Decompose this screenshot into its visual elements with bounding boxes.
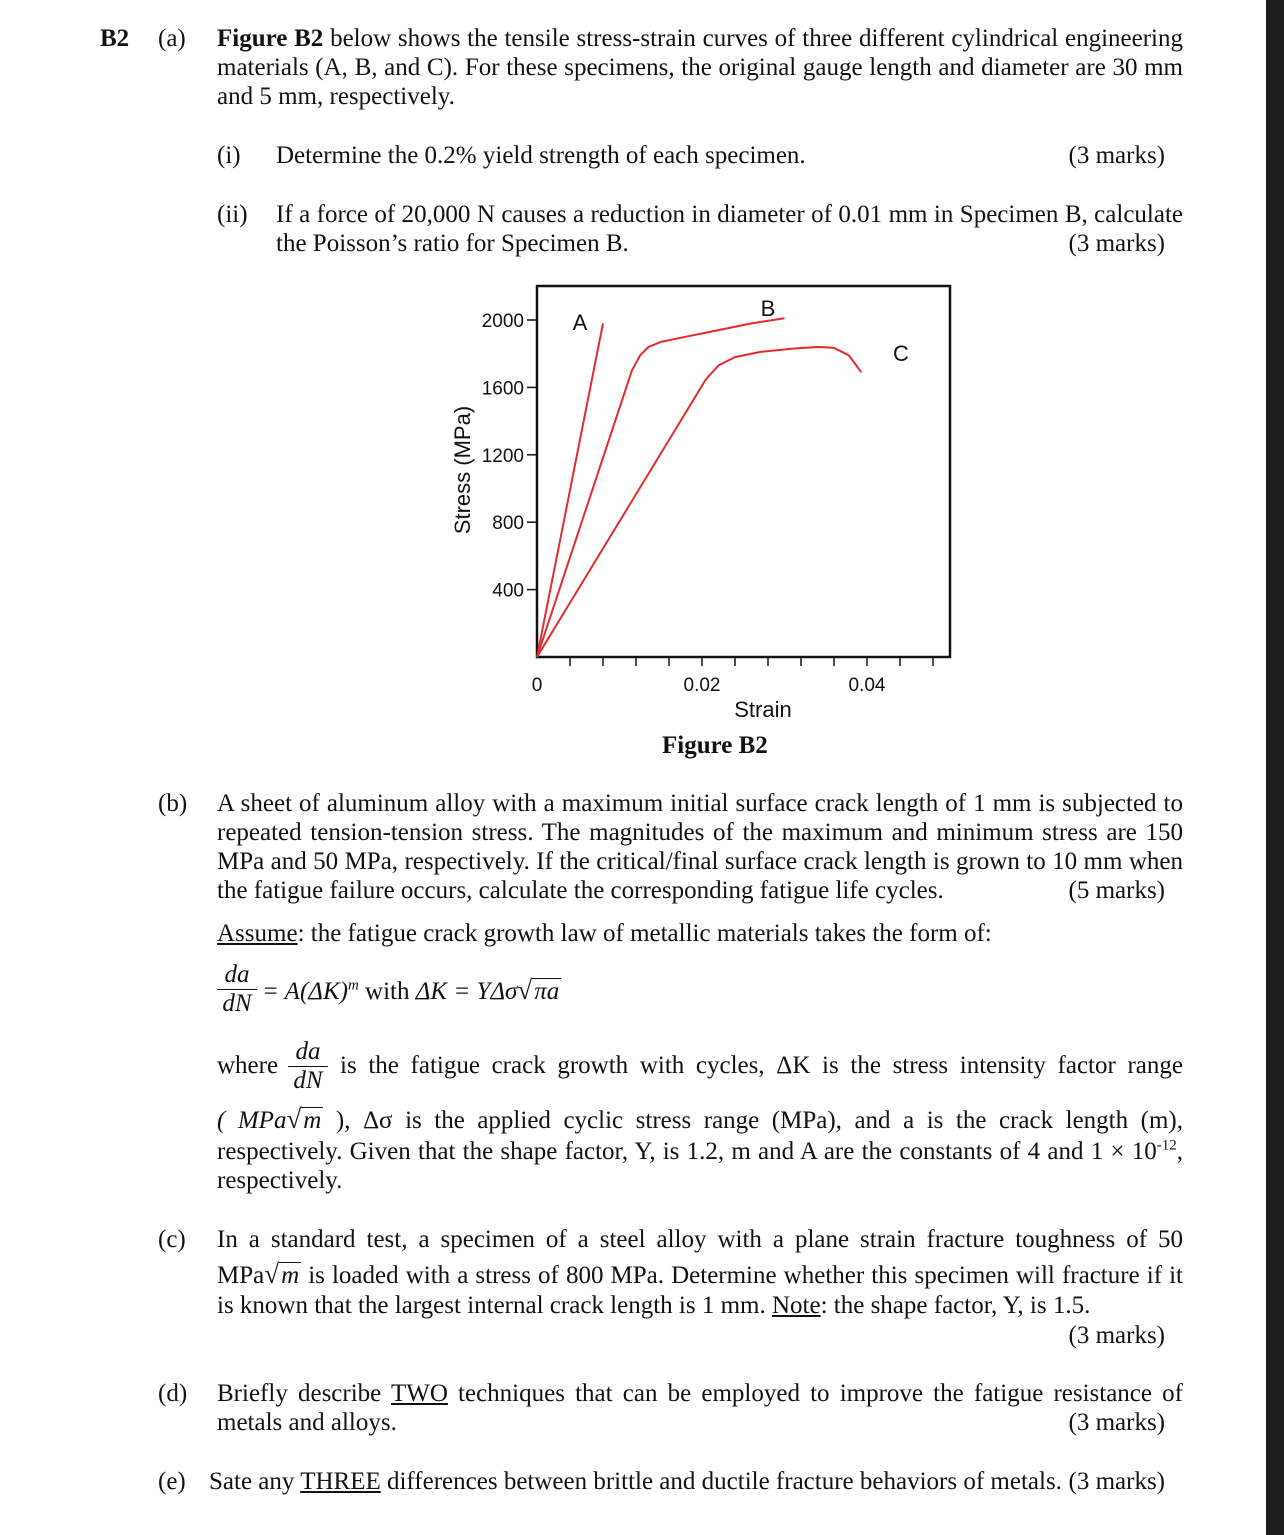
eq-rhs bbox=[262, 976, 561, 1006]
part-a-intro-1: below shows the tensile stress-strain curves of three different cylindrical engineering bbox=[330, 25, 1183, 52]
figure-caption: Figure B2 bbox=[662, 732, 768, 759]
sqrt-icon-unit: √ bbox=[286, 1104, 302, 1134]
series-label-a: A bbox=[572, 310, 588, 335]
part-a-line-1 bbox=[217, 24, 1183, 53]
unit-rest: ), Δσ is the applied cyclic stress range (MPa), and a is the crack length (m), bbox=[323, 1107, 1183, 1134]
eq-delta-k: ΔK = YΔσ bbox=[415, 978, 518, 1005]
where-numerator: da bbox=[295, 1038, 321, 1065]
eq-with: with bbox=[358, 978, 416, 1005]
part-c-mpa: MPa bbox=[217, 1262, 265, 1289]
part-b-line-3: MPa and 50 MPa, respectively. If the critical/final surface crack length is grown to 10 mm when bbox=[217, 848, 1183, 875]
part-e-label: (e) bbox=[158, 1468, 186, 1495]
part-c-line-1: In a standard test, a specimen of a steel alloy with a plane strain fracture toughness of 50 bbox=[217, 1226, 1183, 1253]
part-d-post: techniques that can be employed to improve the fatigue resistance of bbox=[447, 1380, 1183, 1407]
x-tick-label: 0.04 bbox=[848, 675, 886, 696]
figure-ref: Figure B2 bbox=[217, 25, 324, 52]
series-label-b: B bbox=[760, 296, 776, 321]
x-tick-label: 0 bbox=[531, 675, 543, 696]
sub-i-text: Determine the 0.2% yield strength of each specimen. bbox=[276, 142, 806, 169]
y-tick-label: 1600 bbox=[481, 378, 524, 400]
sub-ii-line-1: If a force of 20,000 N causes a reduction in diameter of 0.01 mm in Specimen B, calculate bbox=[276, 201, 1183, 228]
given-line bbox=[217, 1137, 1183, 1166]
unit-open: ( MPa bbox=[217, 1107, 287, 1134]
part-c-line-3 bbox=[217, 1291, 1090, 1320]
part-b-line-1: A sheet of aluminum alloy with a maximum initial surface crack length of 1 mm is subjected to bbox=[217, 790, 1183, 817]
curve-b bbox=[537, 318, 785, 657]
y-tick-label: 1200 bbox=[481, 445, 524, 467]
sub-ii-marks: (3 marks) bbox=[1068, 230, 1165, 257]
part-c-marks: (3 marks) bbox=[1068, 1322, 1165, 1349]
part-c-line-3-pre: is known that the largest internal crack length is 1 mm. bbox=[217, 1292, 772, 1319]
y-axis-label: Stress (MPa) bbox=[450, 405, 475, 535]
part-d-line-1 bbox=[217, 1379, 1183, 1408]
assume-line bbox=[217, 919, 992, 948]
eq-exponent: m bbox=[347, 977, 359, 994]
sqrt-icon-c: √ bbox=[264, 1259, 280, 1289]
x-tick-label: 0.02 bbox=[683, 675, 721, 696]
where-word: where bbox=[217, 1052, 279, 1079]
assume-label: Assume bbox=[217, 920, 298, 947]
part-d-line-2: metals and alloys. bbox=[217, 1409, 397, 1436]
part-e-emph: THREE bbox=[300, 1468, 381, 1495]
where-da-dn bbox=[288, 1038, 328, 1095]
eq-da-dn bbox=[217, 961, 257, 1018]
curve-c bbox=[537, 347, 861, 657]
part-d-label: (d) bbox=[158, 1380, 188, 1407]
part-d-emph: TWO bbox=[390, 1380, 448, 1407]
eq-radicand: πa bbox=[534, 978, 560, 1005]
given-end: , bbox=[1176, 1138, 1183, 1165]
part-e-post: differences between brittle and ductile fracture behaviors of metals. bbox=[380, 1468, 1062, 1495]
eq-rhs-term: = A(ΔK) bbox=[262, 978, 348, 1005]
part-c-radicand: m bbox=[281, 1262, 300, 1289]
where-denominator: dN bbox=[288, 1066, 328, 1095]
part-c-line-3-post: : the shape factor, Y, is 1.5. bbox=[820, 1292, 1091, 1319]
part-e-pre: Sate any bbox=[209, 1468, 301, 1495]
part-e-text bbox=[209, 1467, 1062, 1496]
part-b-line-2: repeated tension-tension stress. The magnitudes of the maximum and minimum stress are 150 bbox=[217, 819, 1183, 846]
sub-ii-line-2: the Poisson’s ratio for Specimen B. bbox=[276, 230, 629, 257]
part-b-line-4: the fatigue failure occurs, calculate the corresponding fatigue life cycles. bbox=[217, 877, 944, 904]
part-b-label: (b) bbox=[158, 790, 188, 817]
sub-i-marks: (3 marks) bbox=[1068, 142, 1165, 169]
given-text: respectively. Given that the shape factor, Y, is 1.2, m and A are the constants of 4 and 1 × 10 bbox=[217, 1138, 1157, 1165]
part-c-line-2-text: is loaded with a stress of 800 MPa. Determine whether this specimen will fracture if it bbox=[301, 1262, 1183, 1289]
part-d-marks: (3 marks) bbox=[1068, 1409, 1165, 1436]
sub-ii-label: (ii) bbox=[217, 201, 248, 228]
given-exponent: -12 bbox=[1156, 1137, 1177, 1154]
unit-radicand: m bbox=[303, 1107, 322, 1134]
sqrt-icon: √ bbox=[517, 975, 533, 1005]
stress-strain-chart bbox=[0, 270, 1266, 770]
part-a-line-3: and 5 mm, respectively. bbox=[217, 83, 455, 110]
where-text: is the fatigue crack growth with cycles, ΔK is the stress intensity factor range bbox=[340, 1052, 1183, 1079]
note-label: Note bbox=[771, 1292, 821, 1319]
x-axis-label: Strain bbox=[734, 697, 792, 722]
part-c-label: (c) bbox=[158, 1226, 186, 1253]
part-e-marks: (3 marks) bbox=[1068, 1468, 1165, 1495]
unit-line bbox=[217, 1105, 1183, 1135]
y-tick-label: 2000 bbox=[481, 311, 524, 332]
question-number: B2 bbox=[100, 25, 130, 52]
y-tick-label: 400 bbox=[492, 580, 524, 602]
eq-denominator: dN bbox=[217, 989, 257, 1018]
assume-text: : the fatigue crack growth law of metallic materials takes the form of: bbox=[297, 920, 992, 947]
part-d-pre: Briefly describe bbox=[217, 1380, 391, 1407]
respectively-line: respectively. bbox=[217, 1167, 343, 1194]
eq-numerator: da bbox=[224, 961, 250, 988]
y-tick-label: 800 bbox=[492, 513, 524, 535]
sub-i-label: (i) bbox=[217, 142, 241, 169]
part-c-line-2 bbox=[217, 1260, 1183, 1290]
part-a-line-2: materials (A, B, and C). For these specimens, the original gauge length and diameter are 30 mm bbox=[217, 54, 1183, 81]
series-label-c: C bbox=[893, 341, 909, 366]
part-b-marks: (5 marks) bbox=[1068, 877, 1165, 904]
part-a-label: (a) bbox=[158, 25, 186, 52]
